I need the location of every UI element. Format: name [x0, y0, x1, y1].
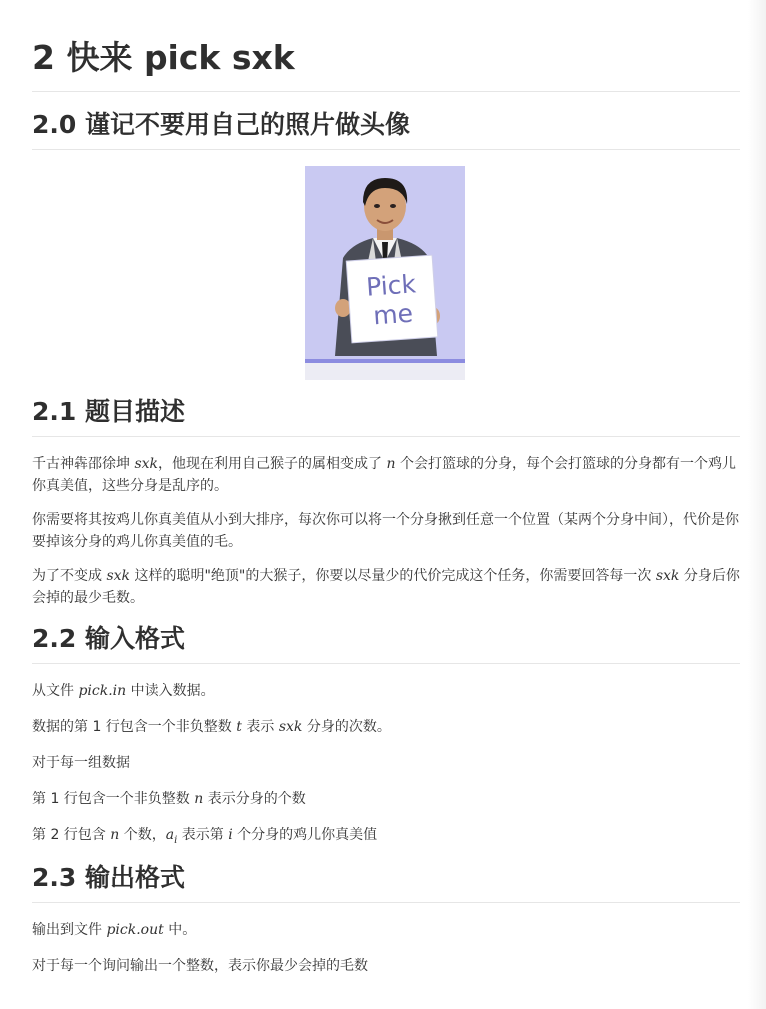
input-line-3: 对于每一组数据 [32, 755, 130, 771]
text-run: 表示分身的个数 [203, 791, 306, 807]
section-2-1 [32, 394, 740, 609]
text-run: 千古神犇邵徐坤 [32, 456, 135, 472]
math-var: sxk [106, 568, 131, 584]
section-2-2 [32, 621, 740, 852]
output-line-2: 对于每一个询问输出一个整数，表示你最少会掉的毛数 [32, 957, 368, 974]
math-var: sxk [134, 456, 159, 472]
math-var [165, 827, 178, 846]
text-run: 这样的聪明"绝顶"的大猴子，你要以尽量少的代价完成这个任务，你需要回答每一次 [130, 568, 656, 584]
text-run: 为了不变成 [32, 568, 107, 584]
sign-text-line1: Pick [365, 269, 417, 302]
text-run: 个会打篮球的分身，每个会打篮球的分身都有一个鸡儿你真美值，这些分身是乱序的。 [32, 456, 736, 494]
math-var: sxk [655, 568, 680, 584]
text-run: 输出到文件 [32, 921, 107, 938]
page-title: 2 快来 pick sxk [32, 34, 740, 92]
output-line-1 [32, 919, 740, 941]
input-line-1 [32, 680, 740, 702]
math-var: n [194, 791, 204, 807]
section-heading-2-1: 2.1 题目描述 [32, 394, 740, 437]
input-line-5 [32, 824, 740, 852]
input-line-2 [32, 716, 740, 738]
text-run: 中。 [163, 921, 197, 938]
section-2-3 [32, 860, 740, 977]
photo-figure [305, 166, 465, 380]
page-edge-shadow [748, 0, 766, 1009]
description-paragraph-2: 你需要将其按鸡儿你真美值从小到大排序，每次你可以将一个分身揪到任意一个位置（某两个分身中间），代价是你要掉该分身的鸡儿你真美值的毛。 [32, 512, 739, 550]
text-run: 从文件 [32, 683, 79, 699]
section-heading-2-2: 2.2 输入格式 [32, 621, 740, 664]
text-run: 个数， [119, 827, 166, 843]
text-run: 数据的第 1 行包含一个非负整数 [32, 719, 237, 735]
math-var: pick.out [106, 921, 164, 938]
math-var: pick.in [78, 683, 127, 699]
text-run: 第 1 行包含一个非负整数 [32, 791, 195, 807]
description-paragraph-1 [32, 453, 740, 497]
description-paragraph-3 [32, 565, 740, 609]
math-var: n [386, 456, 396, 472]
math-var-base: a [165, 827, 175, 843]
text-run: 分身的次数。 [302, 719, 391, 735]
text-run: 表示 [241, 719, 279, 735]
text-run: 分身后你会掉的最少毛数。 [32, 568, 740, 606]
math-var: n [110, 827, 120, 843]
text-run: 表示第 [177, 827, 229, 843]
input-line-4 [32, 788, 740, 810]
math-var: t [236, 719, 242, 735]
math-var: i [228, 827, 233, 843]
document-content [32, 34, 740, 977]
section-heading-2-0: 2.0 谨记不要用自己的照片做头像 [32, 107, 740, 150]
text-run: 中读入数据。 [126, 683, 215, 699]
math-subscript: i [174, 834, 178, 846]
section-heading-2-3: 2.3 输出格式 [32, 860, 740, 903]
text-run: 个分身的鸡儿你真美值 [232, 827, 378, 843]
text-run: ，他现在利用自己猴子的属相变成了 [158, 456, 387, 472]
pick-me-photo [305, 166, 465, 380]
text-run: 第 2 行包含 [32, 827, 111, 843]
sign-text-line2: me [372, 298, 414, 331]
math-var: sxk [278, 719, 303, 735]
